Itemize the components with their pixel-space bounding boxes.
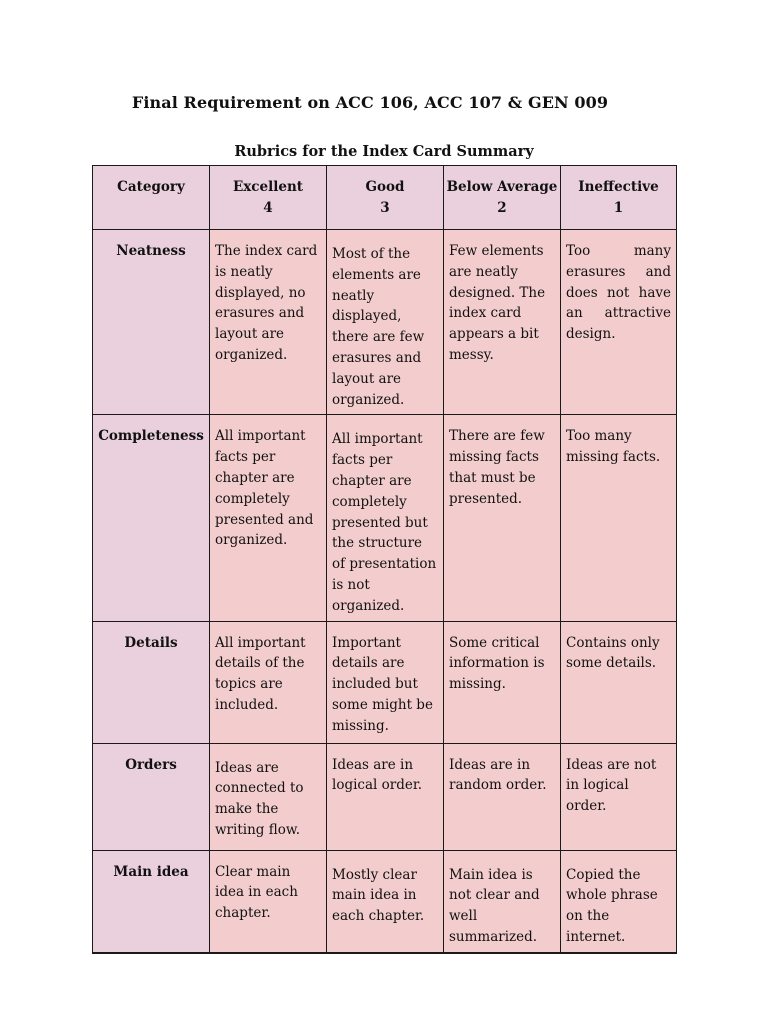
rubric-cell: Too many missing facts. [561,415,677,621]
document-title: Final Requirement on ACC 106, ACC 107 & GEN 009 [131,93,609,112]
rubric-cell: There are few missing facts that must be presented. [444,415,561,621]
rubric-cell: Ideas are not in logical order. [561,743,677,850]
row-category: Details [93,621,210,743]
rubric-cell: Ideas are in random order. [444,743,561,850]
rubric-cell: Clear main idea in each chapter. [210,850,327,953]
rubric-cell: Some critical information is missing. [444,621,561,743]
level-score: 1 [613,199,624,216]
rubric-cell: All important facts per chapter are completely presented and organized. [210,415,327,621]
row-category: Neatness [93,230,210,415]
row-category: Completeness [93,415,210,621]
rubric-cell: Ideas are in logical order. [327,743,444,850]
table-row [93,415,677,621]
header-level-ineffective [561,166,677,230]
level-label: Excellent [232,179,304,195]
rubric-cell: Few elements are neatly designed. The index card appears a bit messy. [444,230,561,415]
table-row [93,230,677,415]
header-row [93,166,677,230]
rubric-cell: Contains only some details. [561,621,677,743]
rubric-cell: Ideas are connected to make the writing flow. [210,743,327,850]
level-label: Below Average [446,179,558,195]
header-level-excellent [210,166,327,230]
header-level-good [327,166,444,230]
header-category: Category [93,166,210,230]
level-label: Ineffective [578,179,659,195]
rubric-cell: All important facts per chapter are completely presented but the structure of presentation is not organized. [327,415,444,621]
rubric-cell: Most of the elements are neatly displayed, there are few erasures and layout are organized. [327,230,444,415]
rubric-cell: The index card is neatly displayed, no erasures and layout are organized. [210,230,327,415]
rubric-cell: Main idea is not clear and well summarized. [444,850,561,953]
table-row [93,850,677,953]
row-category: Orders [93,743,210,850]
table-caption: Rubrics for the Index Card Summary [234,143,534,160]
level-label: Good [365,179,405,195]
rubric-cell: Copied the whole phrase on the internet. [561,850,677,953]
level-score: 2 [497,199,507,216]
rubric-cell: Mostly clear main idea in each chapter. [327,850,444,953]
header-level-below-average [444,166,561,230]
rubric-cell: Too many erasures and does not have an attractive design. [561,230,677,415]
rubric-table [92,165,677,954]
rubric-cell: All important details of the topics are included. [210,621,327,743]
table-row [93,743,677,850]
rubric-cell: Important details are included but some might be missing. [327,621,444,743]
table-row [93,621,677,743]
row-category: Main idea [93,850,210,953]
level-score: 4 [263,199,273,216]
level-score: 3 [380,199,390,216]
